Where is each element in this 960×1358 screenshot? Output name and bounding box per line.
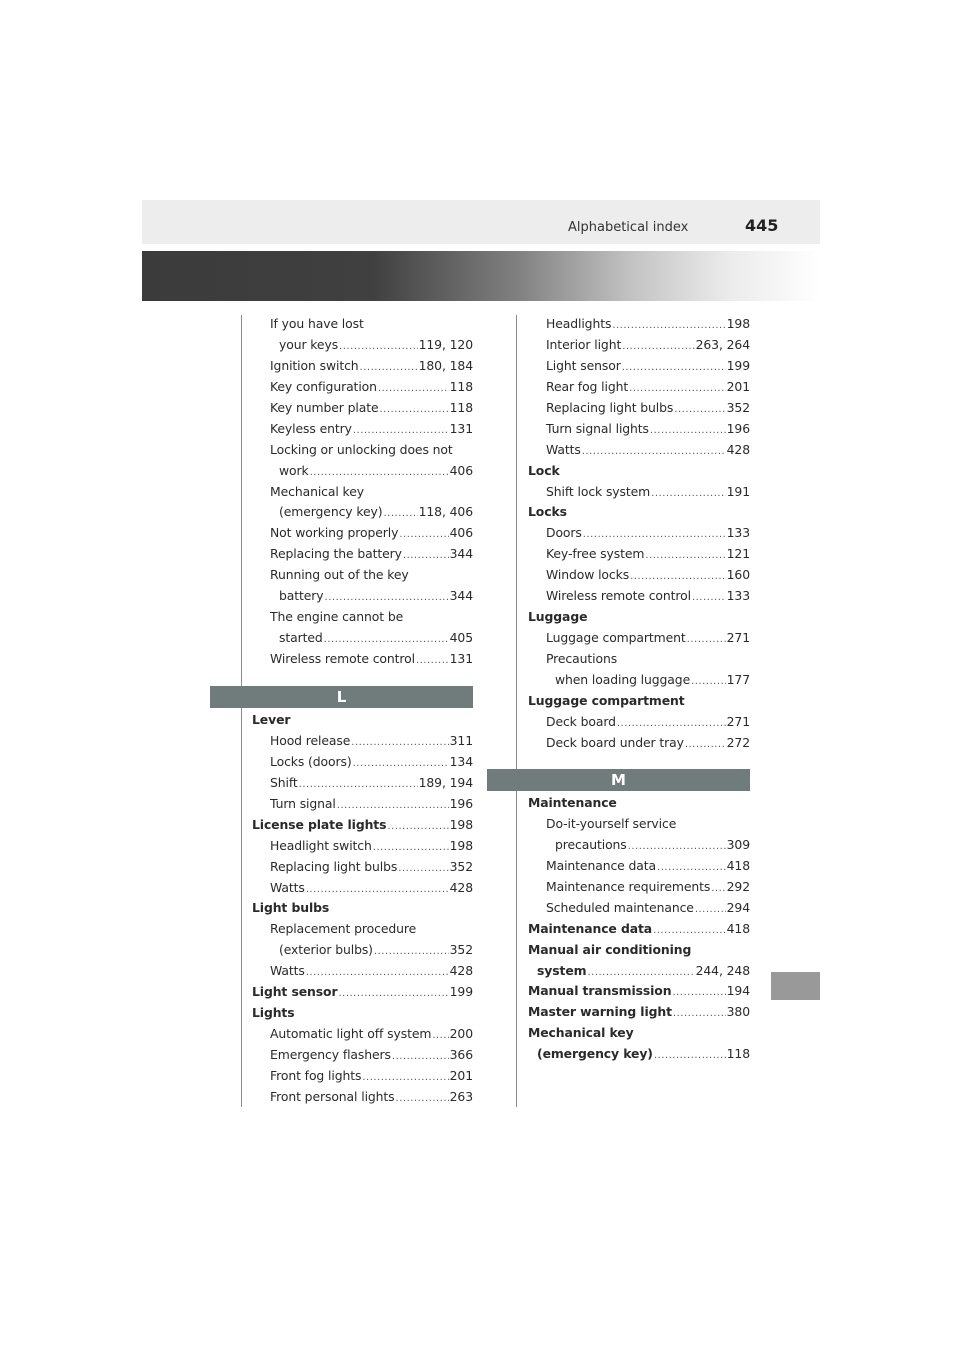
index-entry-text: Manual transmission — [528, 983, 672, 999]
leader-dots — [379, 400, 448, 421]
index-entry-text: Maintenance data — [546, 857, 657, 873]
index-entry — [252, 919, 473, 940]
right-section-entries-column — [528, 793, 750, 1065]
index-entry-text: Shift lock system — [546, 483, 651, 499]
leader-dots — [378, 379, 449, 400]
leader-dots — [687, 630, 726, 651]
index-entry — [528, 919, 750, 940]
index-entry-text: Not working properly — [270, 525, 399, 541]
index-entry-text: If you have lost — [270, 316, 364, 331]
leader-dots — [645, 546, 725, 567]
index-entry — [528, 691, 750, 712]
leader-dots — [612, 316, 725, 337]
index-entry — [528, 586, 750, 607]
leader-dots — [306, 880, 449, 901]
index-entry-text: Window locks — [546, 567, 630, 583]
index-entry-text: Do-it-yourself service — [546, 815, 677, 831]
index-entry — [528, 670, 750, 691]
index-entry-page: 198 — [449, 837, 473, 853]
leader-dots — [360, 358, 418, 379]
index-entry-text: Shift — [270, 774, 298, 790]
index-entry — [528, 814, 750, 835]
leader-dots — [674, 400, 725, 421]
index-entry — [252, 1087, 473, 1108]
right-column-rule — [516, 315, 517, 1107]
index-entry — [252, 461, 473, 482]
index-entry — [252, 982, 473, 1003]
leader-dots — [374, 942, 449, 963]
index-entry-page: 134 — [449, 753, 473, 769]
index-entry-text: your keys — [279, 336, 339, 352]
index-entry-text: Light sensor — [546, 357, 621, 373]
index-entry-text: Mechanical key — [528, 1025, 634, 1041]
index-entry-text: Key number plate — [270, 399, 379, 415]
index-entry — [252, 1003, 473, 1024]
index-entry-text: Headlight switch — [270, 837, 372, 853]
index-entry-page: 194 — [726, 983, 750, 999]
index-entry — [252, 649, 473, 670]
index-entry-text: Front fog lights — [270, 1067, 362, 1083]
index-entry — [528, 482, 750, 503]
index-entry — [528, 1002, 750, 1023]
index-entry-text: system — [537, 962, 587, 978]
index-entry — [528, 461, 750, 482]
index-entry-page: 271 — [726, 713, 750, 729]
index-entry — [252, 815, 473, 836]
index-entry-page: 272 — [726, 734, 750, 750]
index-entry-page: 121 — [726, 546, 750, 562]
index-entry — [252, 940, 473, 961]
section-letter-l: L — [210, 686, 473, 708]
index-entry-text: Replacement procedure — [270, 921, 417, 937]
index-entry-text: (emergency key) — [537, 1046, 653, 1062]
left-column-rule — [241, 315, 242, 1107]
index-entry-page: 189, 194 — [418, 774, 473, 790]
index-entry-page: 199 — [449, 984, 473, 1000]
index-entry-text: The engine cannot be — [270, 609, 404, 625]
index-entry — [252, 1045, 473, 1066]
index-entry — [528, 733, 750, 754]
index-entry — [252, 440, 473, 461]
index-entry-page: 271 — [726, 630, 750, 646]
leader-dots — [337, 796, 449, 817]
header-band — [142, 200, 820, 244]
index-entry-page: 418 — [726, 857, 750, 873]
index-entry — [528, 440, 750, 461]
index-entry — [528, 419, 750, 440]
index-entry-text: License plate lights — [252, 816, 387, 832]
leader-dots — [653, 921, 726, 942]
index-entry-text: Keyless entry — [270, 420, 352, 436]
leader-dots — [711, 879, 725, 900]
index-entry — [252, 544, 473, 565]
leader-dots — [310, 463, 449, 484]
index-entry-text: Light bulbs — [252, 900, 330, 916]
index-entry-page: 352 — [449, 858, 473, 874]
index-entry-text: Replacing light bulbs — [270, 858, 398, 874]
leader-dots — [650, 421, 726, 442]
index-entry-text: Replacing the battery — [270, 546, 402, 562]
index-entry-page: 201 — [449, 1067, 473, 1083]
leader-dots — [351, 733, 448, 754]
index-entry-text: Doors — [546, 525, 582, 541]
index-entry — [252, 565, 473, 586]
index-entry-page: 366 — [449, 1047, 473, 1062]
leader-dots — [362, 1068, 448, 1089]
index-entry-text: Headlights — [546, 316, 612, 331]
page-number: 445 — [745, 216, 779, 235]
index-entry-text: (emergency key) — [279, 504, 383, 520]
leader-dots — [692, 588, 726, 609]
index-entry-page: 160 — [726, 567, 750, 583]
index-entry — [252, 335, 473, 356]
index-entry-text: Emergency flashers — [270, 1047, 391, 1062]
index-entry-text: Maintenance — [528, 795, 617, 810]
index-entry — [528, 877, 750, 898]
index-entry-text: Maintenance data — [528, 920, 653, 936]
index-entry-page: 196 — [449, 795, 473, 811]
index-entry-page: 344 — [449, 546, 473, 562]
index-entry — [528, 961, 750, 982]
index-entry — [252, 1024, 473, 1045]
index-entry — [252, 898, 473, 919]
index-entry-page: 196 — [726, 420, 750, 436]
index-entry-text: Wireless remote control — [270, 651, 415, 666]
index-entry — [528, 377, 750, 398]
leader-dots — [630, 567, 726, 588]
index-entry-text: Deck board — [546, 713, 616, 729]
index-entry-page: 118, 406 — [418, 504, 473, 520]
index-entry-page: 428 — [726, 441, 750, 457]
index-entry — [252, 773, 473, 794]
index-entry — [252, 836, 473, 857]
leader-dots — [403, 546, 449, 567]
index-entry — [528, 356, 750, 377]
index-entry — [528, 523, 750, 544]
index-entry-text: Key configuration — [270, 378, 377, 394]
leader-dots — [432, 1026, 448, 1047]
leader-dots — [299, 775, 418, 796]
index-entry — [252, 419, 473, 440]
decorative-gradient-bar — [142, 251, 820, 301]
right-column — [528, 314, 750, 754]
index-entry-page: 294 — [726, 899, 750, 915]
index-entry-page: 118 — [726, 1046, 750, 1062]
index-entry-text: battery — [279, 588, 324, 604]
leader-dots — [685, 735, 726, 756]
index-entry — [528, 649, 750, 670]
leader-dots — [673, 1004, 726, 1025]
leader-dots — [325, 588, 449, 609]
leader-dots — [628, 837, 726, 858]
index-entry-text: Turn signal lights — [546, 420, 649, 436]
index-entry-page: 244, 248 — [695, 962, 750, 978]
index-entry-page: 292 — [726, 878, 750, 894]
index-entry-text: Key-free system — [546, 546, 645, 562]
leader-dots — [582, 442, 726, 463]
index-entry-text: Scheduled maintenance — [546, 899, 694, 915]
index-entry-text: Turn signal — [270, 795, 336, 811]
index-entry-text: when loading luggage — [555, 671, 691, 687]
index-entry-page: 406 — [449, 525, 473, 541]
index-entry-text: work — [279, 462, 309, 478]
index-entry-text: Wireless remote control — [546, 588, 691, 604]
left-section-entries-column — [252, 710, 473, 1108]
index-entry — [252, 377, 473, 398]
index-entry — [528, 712, 750, 733]
index-entry-text: Replacing light bulbs — [546, 399, 674, 415]
leader-dots — [587, 963, 694, 984]
index-entry — [252, 586, 473, 607]
leader-dots — [338, 984, 448, 1005]
index-entry-page: 131 — [449, 651, 473, 666]
leader-dots — [399, 525, 448, 546]
leader-dots — [398, 859, 448, 880]
index-entry — [528, 544, 750, 565]
left-top-entries — [252, 314, 473, 670]
index-entry-text: Automatic light off system — [270, 1026, 432, 1042]
index-entry — [528, 607, 750, 628]
index-entry-text: Light sensor — [252, 984, 338, 1000]
index-entry-page: 180, 184 — [418, 357, 473, 373]
index-entry — [528, 1023, 750, 1044]
index-entry-page: 201 — [726, 378, 750, 394]
index-entry-page: 352 — [726, 399, 750, 415]
index-entry — [252, 607, 473, 628]
chapter-side-tab — [771, 972, 820, 1000]
index-entry — [252, 314, 473, 335]
leader-dots — [622, 337, 694, 358]
leader-dots — [396, 1089, 449, 1110]
index-entry-page: 199 — [726, 357, 750, 373]
index-entry-text: (exterior bulbs) — [279, 942, 373, 958]
leader-dots — [583, 525, 726, 546]
index-entry — [252, 398, 473, 419]
index-entry — [528, 1044, 750, 1065]
leader-dots — [387, 817, 448, 838]
index-entry — [252, 1066, 473, 1087]
index-entry-page: 177 — [726, 671, 750, 687]
index-entry-text: Luggage compartment — [546, 630, 686, 646]
leader-dots — [306, 963, 449, 984]
index-entry-page: 311 — [449, 732, 473, 748]
leader-dots — [339, 337, 418, 358]
index-entry-page: 133 — [726, 588, 750, 604]
index-entry-text: Watts — [546, 441, 581, 457]
leader-dots — [353, 754, 449, 775]
index-entry — [252, 710, 473, 731]
page-title: Alphabetical index — [568, 220, 689, 235]
index-entry — [528, 835, 750, 856]
index-entry — [528, 793, 750, 814]
leader-dots — [657, 858, 726, 879]
index-entry-page: 133 — [726, 525, 750, 541]
index-entry-page: 263, 264 — [695, 336, 750, 352]
index-entry — [528, 940, 750, 961]
right-top-entries — [528, 314, 750, 754]
index-entry-text: Precautions — [546, 651, 618, 666]
index-entry-page: 428 — [449, 879, 473, 895]
index-entry-text: Hood release — [270, 732, 351, 748]
leader-dots — [691, 672, 726, 693]
index-entry-page: 263 — [449, 1088, 473, 1104]
leader-dots — [416, 651, 449, 672]
index-entry-page: 118 — [449, 378, 473, 394]
index-entry — [528, 502, 750, 523]
index-entry-page: 344 — [449, 588, 473, 604]
leader-dots — [629, 379, 726, 400]
left-section-entries — [252, 710, 473, 1108]
index-entry-text: Maintenance requirements — [546, 878, 711, 894]
index-entry — [252, 878, 473, 899]
index-entry — [528, 628, 750, 649]
index-entry — [252, 961, 473, 982]
index-entry-text: Interior light — [546, 336, 622, 352]
index-entry-text: Locks — [528, 504, 567, 520]
index-entry-page: 119, 120 — [418, 336, 473, 352]
leader-dots — [651, 484, 725, 505]
index-entry-page: 352 — [449, 942, 473, 958]
index-entry-text: Manual air conditioning — [528, 941, 692, 957]
index-entry-text: Lock — [528, 462, 560, 478]
leader-dots — [383, 504, 417, 525]
index-entry-text: Deck board under tray — [546, 734, 684, 750]
index-entry — [528, 856, 750, 877]
index-entry-text: Locks (doors) — [270, 753, 352, 769]
leader-dots — [373, 838, 449, 859]
index-entry-page: 191 — [726, 483, 750, 499]
index-entry — [528, 398, 750, 419]
index-entry — [252, 752, 473, 773]
leader-dots — [353, 421, 449, 442]
index-entry-page: 428 — [449, 963, 473, 979]
index-entry — [252, 857, 473, 878]
index-entry-page: 380 — [726, 1004, 750, 1020]
index-entry-page: 198 — [449, 816, 473, 832]
leader-dots — [392, 1047, 449, 1068]
left-column — [252, 314, 473, 670]
index-entry — [252, 502, 473, 523]
index-entry — [252, 482, 473, 503]
leader-dots — [672, 983, 725, 1004]
index-entry-text: Luggage — [528, 609, 588, 625]
index-entry-text: Locking or unlocking does not — [270, 441, 453, 457]
index-entry-text: precautions — [555, 836, 627, 852]
leader-dots — [654, 1046, 726, 1067]
index-entry — [528, 335, 750, 356]
index-entry-page: 131 — [449, 420, 473, 436]
index-entry-text: Rear fog light — [546, 378, 629, 394]
index-entry-text: Luggage compartment — [528, 692, 685, 708]
index-entry — [252, 523, 473, 544]
index-entry-page: 405 — [449, 630, 473, 646]
index-entry — [252, 794, 473, 815]
index-entry-text: Watts — [270, 963, 305, 979]
index-entry-text: Watts — [270, 879, 305, 895]
index-entry-page: 309 — [726, 836, 750, 852]
index-entry — [528, 898, 750, 919]
index-entry-page: 406 — [449, 462, 473, 478]
section-letter-m: M — [487, 769, 750, 791]
leader-dots — [617, 714, 726, 735]
leader-dots — [622, 358, 726, 379]
leader-dots — [324, 630, 449, 651]
index-entry-text: Mechanical key — [270, 483, 364, 499]
index-entry-text: Lever — [252, 712, 291, 727]
index-entry — [252, 356, 473, 377]
index-entry-page: 418 — [726, 920, 750, 936]
index-entry-page: 118 — [449, 399, 473, 415]
index-entry — [528, 565, 750, 586]
index-entry — [528, 981, 750, 1002]
index-entry-text: Master warning light — [528, 1004, 672, 1020]
index-entry-page: 198 — [726, 316, 750, 331]
index-entry — [528, 314, 750, 335]
index-entry-text: Running out of the key — [270, 567, 409, 583]
index-entry — [252, 628, 473, 649]
index-entry — [252, 731, 473, 752]
index-entry-text: Front personal lights — [270, 1088, 395, 1104]
right-section-entries — [528, 793, 750, 1065]
index-entry-text: Ignition switch — [270, 357, 359, 373]
leader-dots — [695, 900, 726, 921]
index-entry-text: started — [279, 630, 323, 646]
index-entry-text: Lights — [252, 1005, 295, 1021]
index-entry-page: 200 — [449, 1026, 473, 1042]
